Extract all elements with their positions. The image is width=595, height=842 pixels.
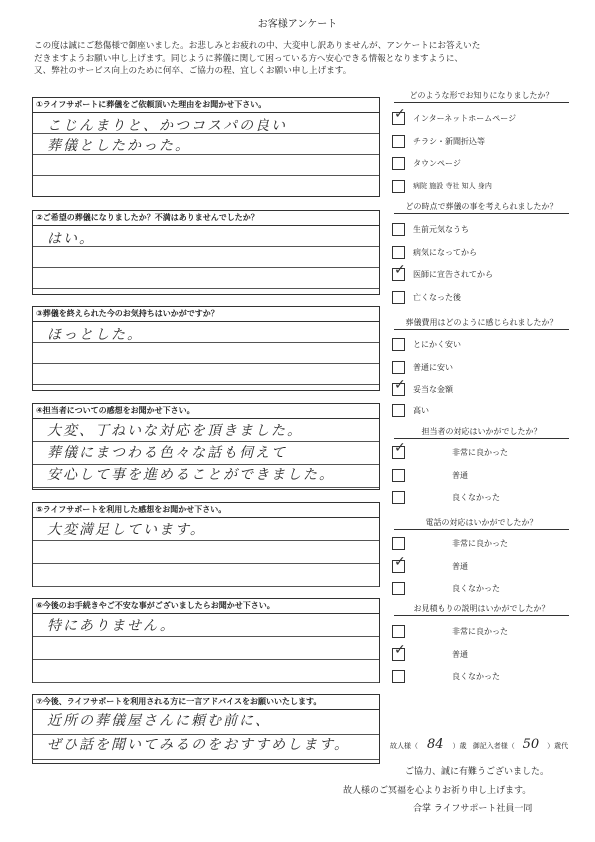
- survey-6-option-1-label: 非常に良かった: [452, 627, 508, 636]
- survey-1-label: どのような形でお知りになりましたか？: [394, 90, 569, 103]
- survey-2-option-2-label: 病気になってから: [413, 248, 477, 257]
- intro-text: この度は誠にご愁傷様で御座いました。お悲しみとお疲れの中、大変申し訳ありませんが、アンケートにお答えいた だきますようお願い申し上げます。同じように葬儀に関して困っている方へ安心できる情報となりますように、 又、弊社のサービス向上のために何卒、ご協力の程、宜しくお願い申し上げます。: [34, 41, 481, 76]
- survey-3-option-3-checkbox[interactable]: [392, 383, 405, 396]
- answer-4-line-2: 葬儀にまつわる色々な話も伺えて: [47, 445, 287, 461]
- survey-5-option-2-label: 普通: [452, 562, 468, 571]
- survey-3-option-2-label: 普通に安い: [413, 363, 453, 372]
- survey-1-option-2-label: チラシ・新聞折込等: [413, 137, 485, 146]
- survey-1-option-1-checkbox[interactable]: [392, 112, 405, 125]
- survey-3-option-4-checkbox[interactable]: [392, 404, 405, 417]
- survey-4-option-2-label: 普通: [452, 471, 468, 480]
- survey-2-option-1-label: 生前元気なうち: [413, 225, 469, 234]
- survey-5-label: 電話の対応はいかがでしたか？: [394, 517, 569, 530]
- survey-3-option-1-checkbox[interactable]: [392, 338, 405, 351]
- survey-3-option-4-label: 高い: [413, 406, 429, 415]
- survey-5-option-3-checkbox[interactable]: [392, 582, 405, 595]
- question-5-label: ⑤ライフサポートを利用した感想をお聞かせ下さい。: [33, 503, 379, 518]
- age-row: [390, 737, 568, 752]
- answer-5-line-1: 大変満足しています。: [47, 522, 206, 538]
- survey-5-option-3-label: 良くなかった: [452, 584, 500, 593]
- survey-6-option-2-checkbox[interactable]: [392, 648, 405, 661]
- answer-4-line-1: 大変、丁ねいな対応を頂きました。: [47, 423, 303, 439]
- question-7-label: ⑦今後、ライフサポートを利用される方に一言アドバイスをお願いいたします。: [33, 695, 379, 710]
- question-3-label: ③葬儀を終えられた今のお気持ちはいかがですか？: [33, 307, 379, 322]
- question-6: [32, 598, 380, 683]
- survey-2-option-4-label: 亡くなった後: [413, 293, 461, 302]
- survey-4-label: 担当者の対応はいかがでしたか？: [394, 426, 569, 439]
- survey-1-option-2-checkbox[interactable]: [392, 135, 405, 148]
- question-4: [32, 403, 380, 490]
- question-6-label: ⑥今後のお手続きやご不安な事がございましたらお聞かせ下さい。: [33, 599, 379, 614]
- deceased-age-value[interactable]: 84: [426, 737, 444, 752]
- signature-text: 合掌 ライフサポート社員一同: [413, 804, 533, 814]
- survey-6-option-3-checkbox[interactable]: [392, 670, 405, 683]
- survey-4-option-3-checkbox[interactable]: [392, 491, 405, 504]
- survey-1-option-4-checkbox[interactable]: [392, 180, 405, 193]
- survey-2-option-4-checkbox[interactable]: [392, 291, 405, 304]
- answer-4-line-3: 安心して事を進めることができました。: [47, 467, 335, 483]
- survey-3-option-1-label: とにかく安い: [413, 340, 461, 349]
- survey-2-option-3-label: 医師に宣告されてから: [413, 270, 493, 279]
- thanks-text: ご協力、誠に有難うございました。: [405, 767, 550, 777]
- question-4-label: ④担当者についての感想をお聞かせ下さい。: [33, 404, 379, 419]
- survey-4-option-2-checkbox[interactable]: [392, 469, 405, 482]
- deceased-age-suffix: ）歳: [452, 742, 467, 750]
- survey-3-label: 葬儀費用はどのように感じられましたか？: [394, 317, 569, 330]
- survey-3-option-2-checkbox[interactable]: [392, 361, 405, 374]
- survey-5-option-1-label: 非常に良かった: [452, 539, 508, 548]
- question-2-label: ②ご希望の葬儀になりましたか？不満はありませんでしたか？: [33, 211, 379, 226]
- answer-7-line-2: ぜひ話を聞いてみるのをおすすめします。: [47, 737, 351, 753]
- survey-6-option-1-checkbox[interactable]: [392, 625, 405, 638]
- survey-1-option-1-label: インターネットホームページ: [413, 114, 517, 123]
- answer-3-line-1: ほっとした。: [47, 327, 143, 343]
- survey-2-option-3-checkbox[interactable]: [392, 268, 405, 281]
- survey-5-option-2-checkbox[interactable]: [392, 560, 405, 573]
- survey-1-option-3-checkbox[interactable]: [392, 157, 405, 170]
- question-7: [32, 694, 380, 764]
- answer-6-line-1: 特にありません。: [47, 618, 176, 634]
- survey-title: お客様アンケート: [257, 19, 338, 30]
- survey-6-option-3-label: 良くなかった: [452, 672, 500, 681]
- deceased-age-label: 故人様（: [390, 742, 418, 750]
- survey-2-option-2-checkbox[interactable]: [392, 246, 405, 259]
- writer-age-label: 御記入者様（: [472, 742, 515, 750]
- survey-6-option-2-label: 普通: [452, 650, 468, 659]
- survey-4-option-1-checkbox[interactable]: [392, 446, 405, 459]
- writer-age-value[interactable]: 50: [522, 737, 540, 752]
- condolence-text: 故人様のご冥福を心よりお祈り申し上げます。: [343, 786, 532, 796]
- question-1: [32, 97, 380, 197]
- survey-1-option-4-label: 病院 施設 寺社 知人 身内: [413, 182, 492, 190]
- question-1-label: ①ライフサポートに葬儀をご依頼頂いた理由をお聞かせ下さい。: [33, 98, 379, 113]
- answer-1-line-2: 葬儀としたかった。: [47, 138, 191, 154]
- survey-6-label: お見積もりの説明はいかがでしたか？: [394, 603, 569, 616]
- writer-age-suffix: ）歳代: [547, 742, 569, 750]
- question-5: [32, 502, 380, 587]
- answer-2-line-1: はい。: [47, 231, 95, 247]
- answer-7-line-1: 近所の葬儀屋さんに頼む前に、: [47, 713, 271, 729]
- survey-4-option-3-label: 良くなかった: [452, 493, 500, 502]
- survey-3-option-3-label: 妥当な金額: [413, 385, 453, 394]
- answer-1-line-1: こじんまりと、かつコスパの良い: [47, 118, 287, 134]
- survey-2-label: どの時点で葬儀の事を考えられましたか？: [394, 201, 569, 214]
- survey-4-option-1-label: 非常に良かった: [452, 448, 508, 457]
- question-3: [32, 306, 380, 391]
- survey-5-option-1-checkbox[interactable]: [392, 537, 405, 550]
- survey-1-option-3-label: タウンページ: [413, 159, 461, 168]
- question-2: [32, 210, 380, 295]
- survey-2-option-1-checkbox[interactable]: [392, 223, 405, 236]
